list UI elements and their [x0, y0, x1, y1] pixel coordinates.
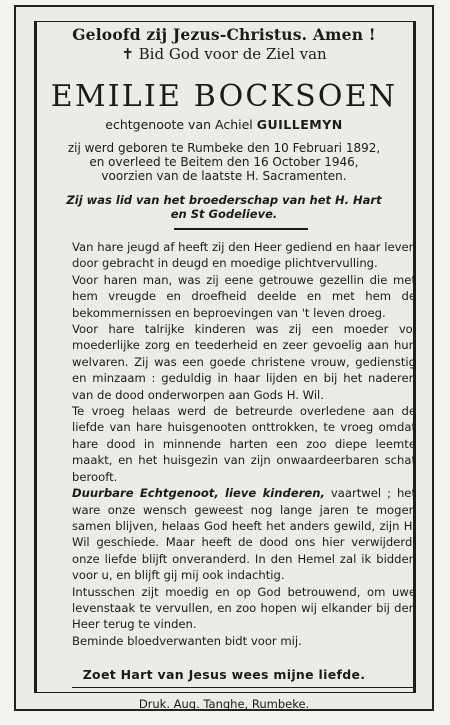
- memorial-card: [14, 5, 434, 711]
- deceased-name: EMILIE BOCKSOEN: [50, 79, 398, 114]
- motto: Zoet Hart van Jesus wees mijne liefde.: [82, 667, 366, 682]
- memorial-text: [72, 239, 416, 649]
- header-line-1: Geloofd zij Jezus-Christus. Amen !: [72, 25, 376, 44]
- printer-credit: Druk. Aug. Tanghe, Rumbeke.: [138, 697, 310, 711]
- brotherhood-line-1: Zij was lid van het broederschap van het H. Hart: [66, 193, 382, 207]
- bio-line-3: voorzien van de laatste H. Sacramenten.: [101, 169, 347, 183]
- paragraph: Van hare jeugd af heeft zij den Heer gediend en haar leven door gebracht in deugd en moedige plichtvervulling.: [72, 240, 416, 271]
- divider-bottom: [72, 687, 416, 688]
- brotherhood-line-2: en St Godelieve.: [170, 207, 278, 221]
- farewell-text: vaartwel ; het ware onze wensch geweest nog lange jaren te mogen samen blijven, helaas God heeft het anders gewild, zijn H. Wil geschiede. Maar heeft de dood ons hier verwijderd, onze liefde blijft onveranderd. In den Hemel zal ik bidden voor u, en blijft gij mij ook indachtig.: [72, 486, 416, 583]
- header-line-2: ✝ Bid God voor de Ziel van: [121, 45, 327, 63]
- paragraph: Voor hare talrijke kinderen was zij een moeder vol moederlijke zorg en teederheid en zeer gevoelig aan hun welvaren. Zij was een goede christene vrouw, gedienstig en minzaam : geduldig in haar lijden en bij het naderen van de dood onderworpen aan Gods H. Wil.: [72, 322, 416, 402]
- spouse-line: [16, 117, 432, 132]
- bio-line-1: zij werd geboren te Rumbeke den 10 Februari 1892,: [67, 141, 381, 155]
- farewell-address: Duurbare Echtgenoot, lieve kinderen,: [72, 486, 325, 501]
- divider-top: [174, 228, 308, 230]
- spouse-name: GUILLEMYN: [256, 117, 343, 132]
- bio-line-2: en overleed te Beitem den 16 October 1946,: [89, 155, 359, 169]
- paragraph: Te vroeg helaas werd de betreurde overledene aan de liefde van hare huisgenooten onttrokken, te vroeg omdat hare dood in minnende harten een zoo diepe leemte maakt, en het huisgezin van zijn onwaardeerbaren schat berooft.: [72, 404, 416, 484]
- spouse-prefix: echtgenoote van Achiel: [105, 117, 257, 132]
- paragraph: Voor haren man, was zij eene getrouwe gezellin die met hem vreugde en droefheid deelde en met hem de bekommernissen en beproevingen van 't leven droeg.: [72, 272, 416, 320]
- paragraph: Beminde bloedverwanten bidt voor mij.: [72, 633, 302, 648]
- farewell-paragraph: [72, 485, 416, 583]
- paragraph: Intusschen zijt moedig en op God betrouwend, om uwe levenstaak te vervullen, en zoo hopen wij elkander bij den Heer terug te vinden.: [72, 584, 416, 632]
